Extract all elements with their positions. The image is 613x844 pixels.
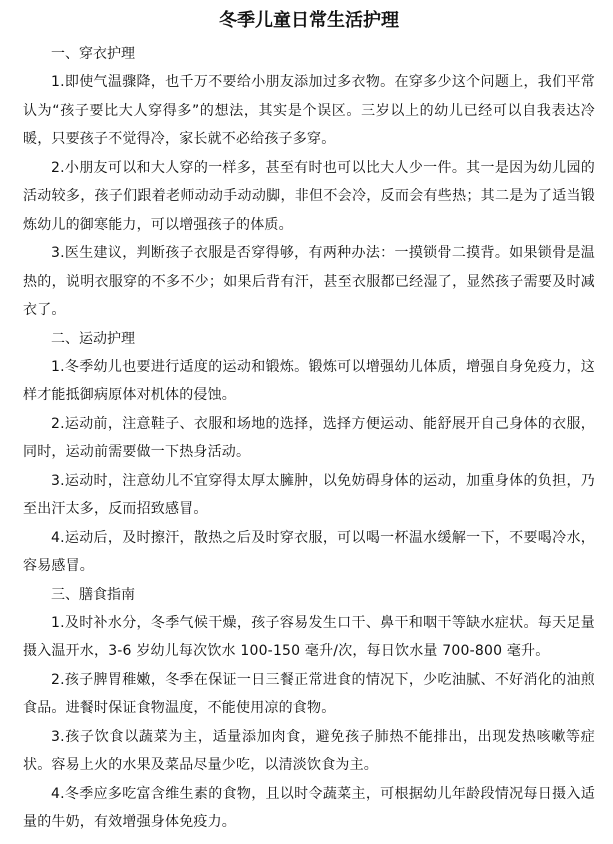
paragraph: 1.及时补水分，冬季气候干燥，孩子容易发生口干、鼻干和咽干等缺水症状。每天足量摄入温开水，3-6 岁幼儿每次饮水 100-150 毫升/次，每日饮水量 700-800 毫升。 [23,614,595,659]
paragraph: 4.冬季应多吃富含维生素的食物，且以时令蔬菜主，可根据幼儿年龄段情况每日摄入适量的牛奶，有效增强身体免疫力。 [23,785,595,830]
paragraph: 3.医生建议，判断孩子衣服是否穿得够，有两种办法：一摸锁骨二摸背。如果锁骨是温热的，说明衣服穿的不多不少；如果后背有汗，甚至衣服都已经湿了，显然孩子需要及时减衣了。 [23,245,595,318]
paragraph: 2.小朋友可以和大人穿的一样多，甚至有时也可以比大人少一件。其一是因为幼儿园的活动较多，孩子们跟着老师动动手动动脚，非但不会冷，反而会有些热；其二是为了适当锻炼幼儿的御寒能力，可以增强孩子的体质。 [23,159,595,233]
paragraph: 3.孩子饮食以蔬菜为主，适量添加肉食，避免孩子肺热不能排出，出现发热咳嗽等症状。容易上火的水果及菜品尽量少吃，以清淡饮食为主。 [23,728,595,773]
section-heading: 一、穿衣护理 [51,46,135,62]
paragraph: 1.即使气温骤降，也千万不要给小朋友添加过多衣物。在穿多少这个问题上，我们平常认为“孩子要比大人穿得多”的想法，其实是个误区。三岁以上的幼儿已经可以自我表达冷暖，只要孩子不觉得冷，家长就不必给孩子多穿。 [23,74,595,147]
section-heading: 二、运动护理 [51,330,135,347]
paragraph: 1.冬季幼儿也要进行适度的运动和锻炼。锻炼可以增强幼儿体质，增强自身免疫力，这样才能抵御病原体对机体的侵蚀。 [23,358,595,403]
section-clothing [23,40,595,325]
section-diet [23,581,595,837]
paragraph: 2.运动前，注意鞋子、衣服和场地的选择，选择方便运动、能舒展开自己身体的衣服，同时，运动前需要做一下热身活动。 [23,415,595,460]
page-title: 冬季儿童日常生活护理 [219,10,399,31]
paragraph: 2.孩子脾胃稚嫩，冬季在保证一日三餐正常进食的情况下，少吃油腻、不好消化的油煎食品。进餐时保证食物温度，不能使用凉的食物。 [23,671,595,716]
section-exercise [23,325,595,581]
section-heading: 三、膳食指南 [51,586,135,603]
paragraph: 4.运动后，及时擦汗，散热之后及时穿衣服，可以喝一杯温水缓解一下，不要喝冷水，容易感冒。 [23,529,595,574]
paragraph: 3.运动时，注意幼儿不宜穿得太厚太臃肿，以免妨碍身体的运动，加重身体的负担，乃至出汗太多，反而招致感冒。 [23,472,595,517]
